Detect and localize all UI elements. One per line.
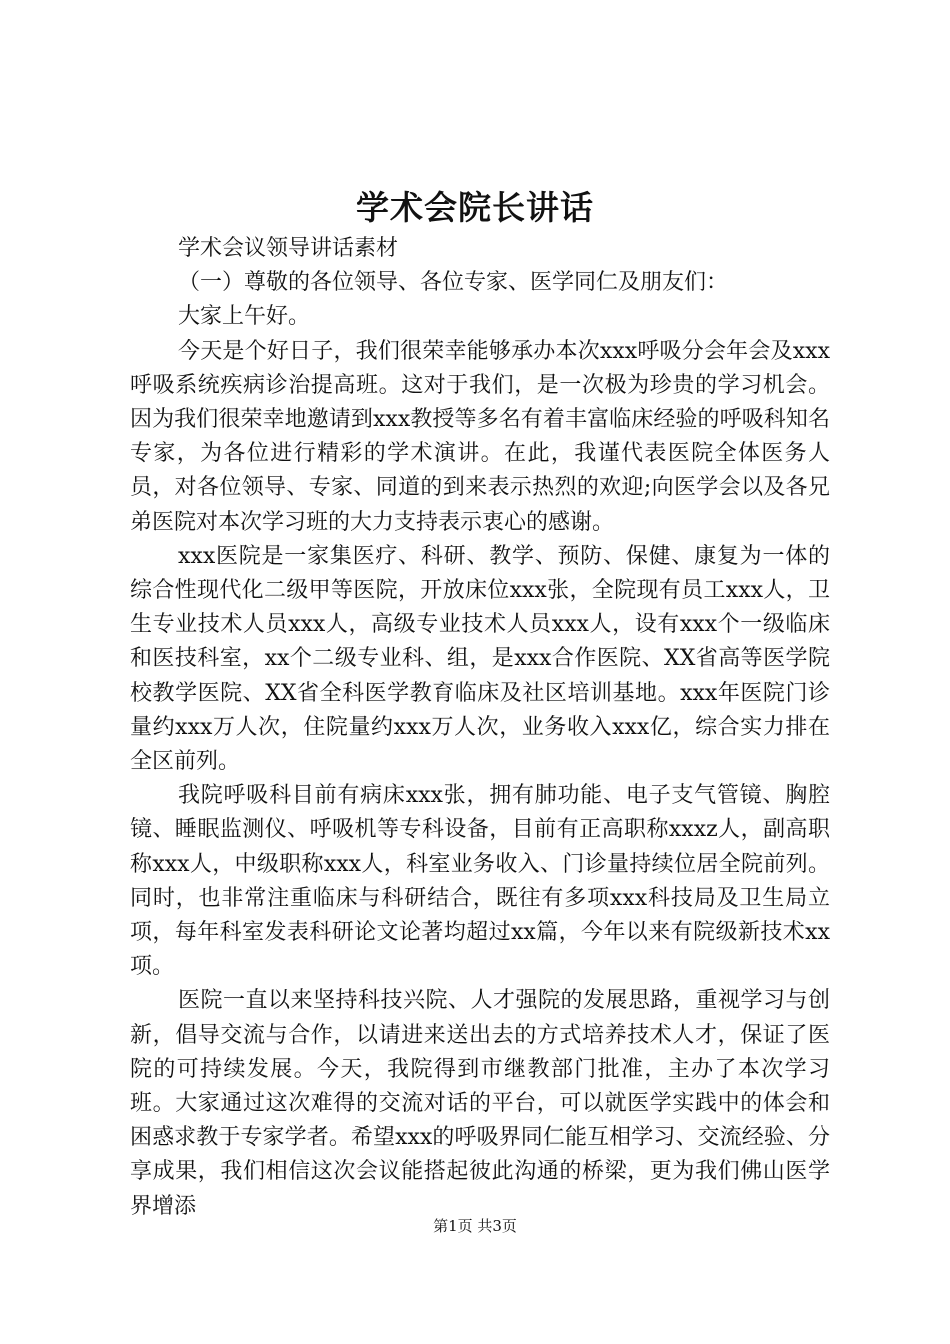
paragraph-salutation: （一）尊敬的各位领导、各位专家、医学同仁及朋友们： (178, 270, 729, 296)
paragraph-subtitle: 学术会议领导讲话素材 (178, 236, 399, 261)
paragraph-development: 医院一直以来坚持科技兴院、人才强院的发展思路，重视学习与创新，倡导交流与合作，以请进来送出去的方式培养技术人才，保证了医院的可持续发展。今天，我院得到市继教部门批准，主办了本次学习班。大家通过这次难得的交流对话的平台，可以就医学实践中的体会和困惑求教于专家学者。希望xxx的呼吸界同仁能互相学习、交流经验、分享成果，我们相信这次会议能搭起彼此沟通的桥梁，更为我们佛山医学界增添 (130, 988, 830, 1219)
paragraph-greeting: 大家上午好。 (178, 304, 311, 330)
paragraph-hospital-intro: xxx医院是一家集医疗、科研、教学、预防、保健、康复为一体的综合性现代化二级甲等医院，开放床位xxx张，全院现有员工xxx人，卫生专业技术人员xxx人，高级专业技术人员xxx人，设有xxx个一级临床和医技科室，xx个二级专业科、组，是xxx合作医院、XX省高等医学院校教学医院、XX省全科医学教育临床及社区培训基地。xxx年医院门诊量约xxx万人次，住院量约xxx万人次，业务收入xxx亿，综合实力排在全区前列。 (130, 543, 830, 775)
page-footer: 第1页 共3页 (433, 1217, 517, 1235)
document-title: 学术会院长讲话 (356, 188, 594, 227)
paragraph-welcome: 今天是个好日子，我们很荣幸能够承办本次xxx呼吸分会年会及xxx呼吸系统疾病诊治提高班。这对于我们，是一次极为珍贵的学习机会。因为我们很荣幸地邀请到xxx教授等多名有着丰富临床经验的呼吸科知名专家，为各位进行精彩的学术演讲。在此，我谨代表医院全体医务人员，对各位领导、专家、同道的到来表示热烈的欢迎;向医学会以及各兄弟医院对本次学习班的大力支持表示衷心的感谢。 (130, 338, 830, 535)
document-body (130, 232, 830, 1224)
paragraph-respiratory-dept: 我院呼吸科目前有病床xxx张，拥有肺功能、电子支气管镜、胸腔镜、睡眠监测仪、呼吸机等专科设备，目前有正高职称xxxz人，副高职称xxx人，中级职称xxx人，科室业务收入、门诊量持续位居全院前列。同时，也非常注重临床与科研结合，既往有多项xxx科技局及卫生局立项，每年科室发表科研论文论著均超过xx篇，今年以来有院级新技术xx项。 (130, 783, 830, 980)
